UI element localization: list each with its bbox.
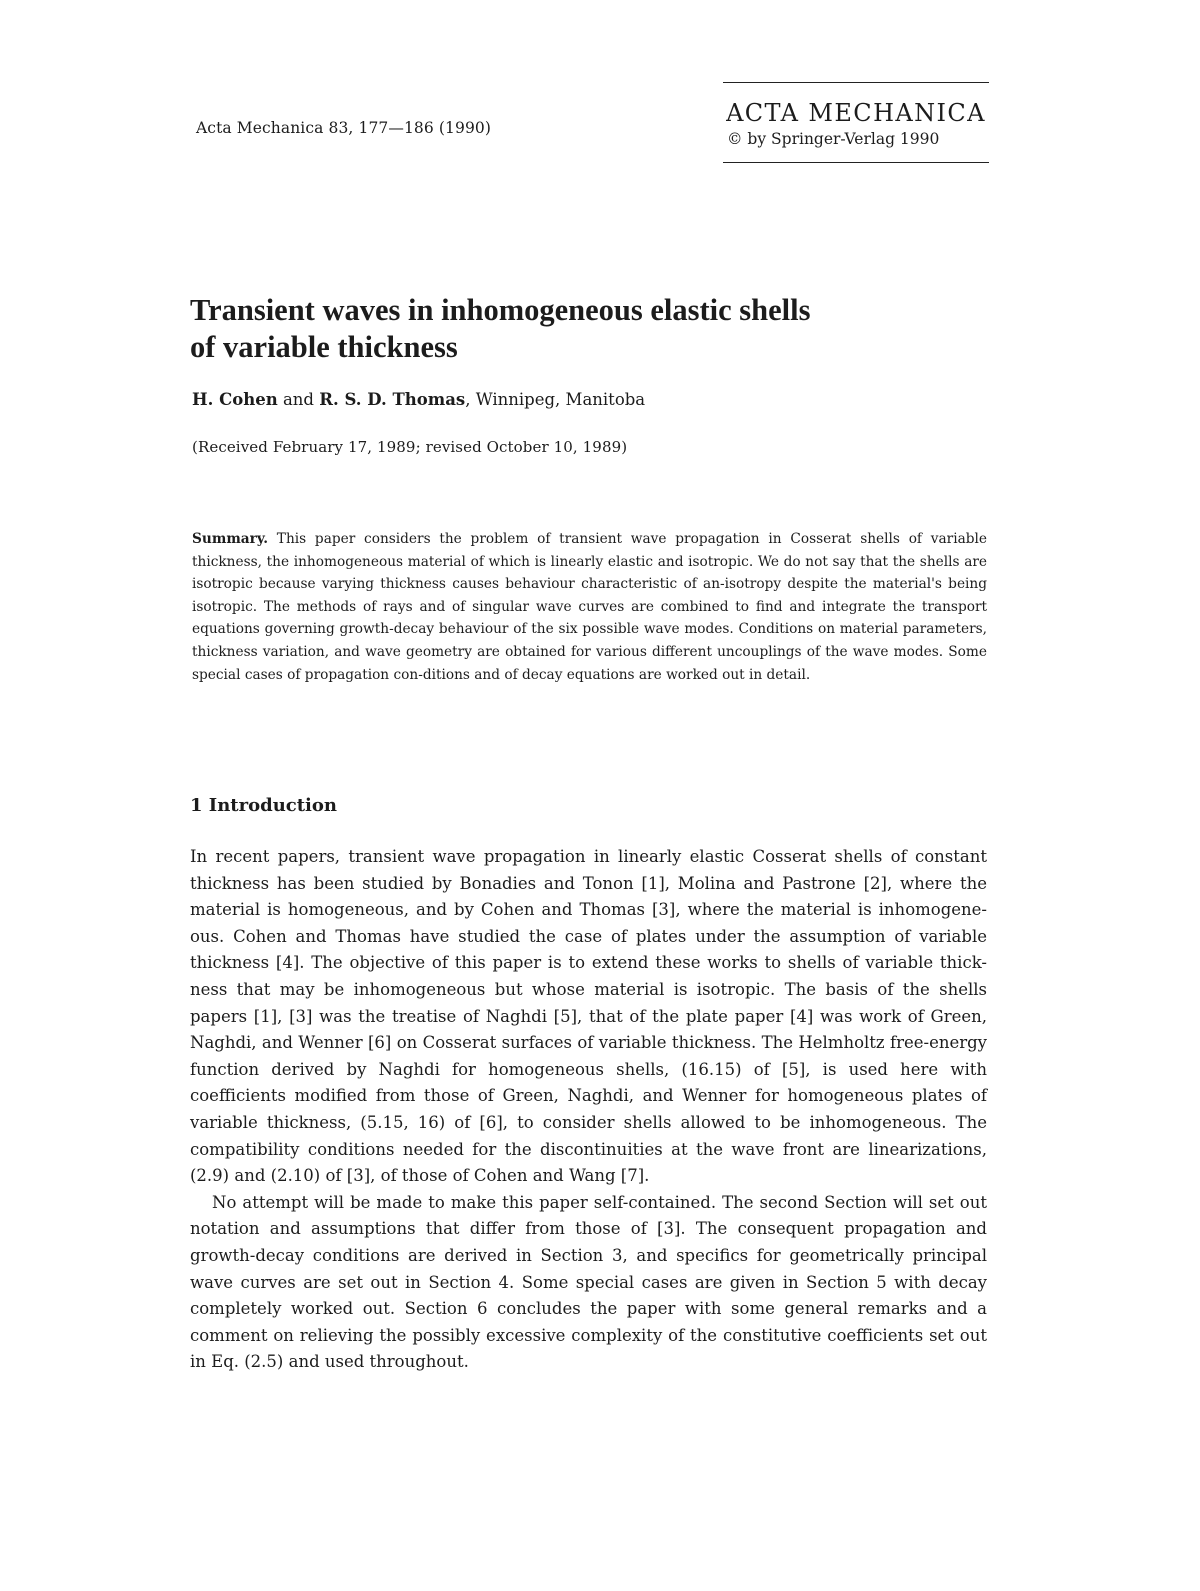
author-1: H. Cohen (192, 390, 278, 409)
received-dates: (Received February 17, 1989; revised October 10, 1989) (192, 438, 628, 456)
journal-masthead (723, 82, 989, 163)
section-heading-introduction: 1 Introduction (190, 795, 337, 816)
article-title (190, 292, 1010, 366)
title-line-1: Transient waves in inhomogeneous elastic shells (190, 293, 811, 327)
author-line (192, 390, 645, 409)
author-affiliation: , Winnipeg, Manitoba (465, 390, 646, 409)
abstract-label: Summary. (192, 531, 269, 547)
author-2: R. S. D. Thomas (319, 390, 466, 409)
introduction-body (190, 844, 987, 1376)
abstract (192, 528, 987, 686)
paragraph: No attempt will be made to make this paper self-contained. The second Section will set out notation and assumptions that differ from those of [3]. The consequent propagation and growth-decay conditions are derived in Section 3, and specifics for geometrically principal wave curves are set out in Section 4. Some special cases are given in Section 5 with decay completely worked out. Section 6 concludes the paper with some general remarks and a comment on relieving the possibly excessive complexity of the constitutive coefficients set out in Eq. (2.5) and used throughout. (190, 1192, 987, 1372)
author-conjunction: and (277, 390, 320, 409)
paragraph: In recent papers, transient wave propagation in linearly elastic Cosserat shells of constant thickness has been studied by Bonadies and Tonon [1], Molina and Pastrone [2], where the material is homogeneous, and by Cohen and Thomas [3], where the material is inhomogene-ous. Cohen and Thomas have studied the case of plates under the assumption of variable thickness [4]. The objective of this paper is to extend these works to shells of variable thick-ness that may be inhomogeneous but whose material is isotropic. The basis of the shells papers [1], [3] was the treatise of Naghdi [5], that of the plate paper [4] was work of Green, Naghdi, and Wenner [6] on Cosserat surfaces of variable thickness. The Helmholtz free-energy function derived by Naghdi for homogeneous shells, (16.15) of [5], is used here with coefficients modified from those of Green, Naghdi, and Wenner for homogeneous plates of variable thickness, (5.15, 16) of [6], to consider shells allowed to be inhomogeneous. The compatibility conditions needed for the discontinuities at the wave front are linearizations, (2.9) and (2.10) of [3], of those of Cohen and Wang [7]. (190, 847, 987, 1186)
abstract-text: This paper considers the problem of transient wave propagation in Cosserat shells of variable thickness, the inhomogeneous material of which is linearly elastic and isotropic. We do not say that the shells are isotropic because varying thickness causes behaviour characteristic of an-isotropy despite the material's being isotropic. The methods of rays and of singular wave curves are combined to find and integrate the transport equations governing growth-decay behaviour of the six possible wave modes. Conditions on material parameters, thickness variation, and wave geometry are obtained for various different uncouplings of the wave modes. Some special cases of propagation con-ditions and of decay equations are worked out in detail. (192, 531, 987, 683)
journal-citation: Acta Mechanica 83, 177—186 (1990) (196, 119, 492, 137)
journal-name: ACTA MECHANICA (726, 99, 986, 127)
copyright-notice: © by Springer-Verlag 1990 (727, 130, 940, 148)
title-line-2: of variable thickness (190, 330, 458, 364)
